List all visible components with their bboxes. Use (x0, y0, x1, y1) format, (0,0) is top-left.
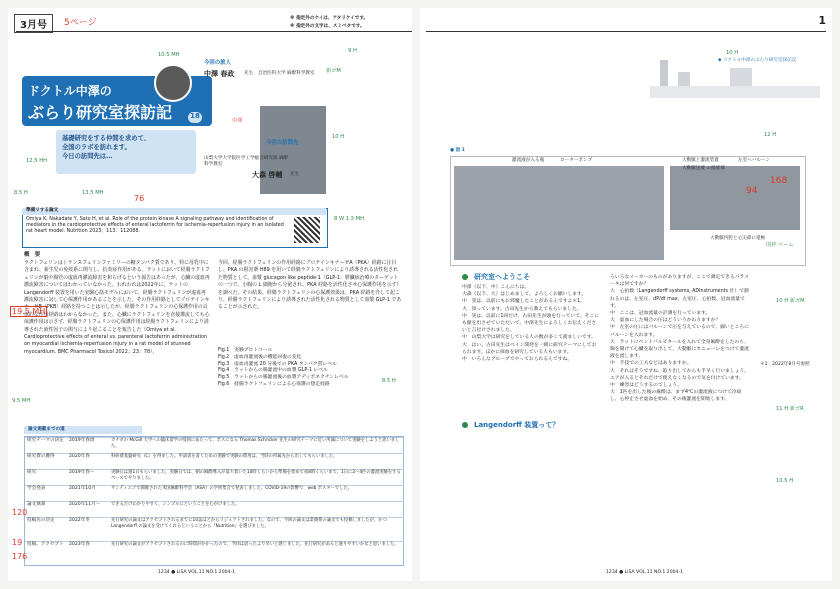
dialogue-line: 中 実は、以前に1回だけ、古田先生が頭を行っていて、そこにも顔を出させていただいて、中澤先生によろしくお伝えくださいと言付けされました。 (462, 313, 600, 334)
photo-label: 大動脈と灌流装置 (682, 158, 719, 163)
qr-code (294, 217, 320, 243)
dialogue-line: 中 左室の圧にはバルーンで圧を与えているので、細いところにバルーンを入れます。 (610, 325, 749, 338)
visit-photo (260, 106, 326, 194)
dialogue-line: 中澤（以下、中）こんにちは。 (462, 285, 530, 290)
visit-label: 今回の訪問先 (266, 140, 299, 146)
annotation: 12 H (764, 132, 777, 138)
dialogue-line: 大 1匹を出した後の麻酔は、まず4℃の灌流液につけて冷却し、心停止させ虚血を始め、その後灌流を開始します。 (610, 390, 742, 403)
page-number: 1 (818, 14, 826, 27)
footer-left: 1234 ● LiSA VOL.11 NO.1 2004-1 (158, 570, 236, 575)
subtitle-line-3: 今日の訪問先は… (62, 153, 113, 160)
fig-label: ● 図 1 (450, 148, 465, 153)
section-bullet (462, 274, 468, 280)
table-row: 研究テーマの決定 2019年春頃 カナダの McGill 大学への臨床留学の帰国にあたって、ボスになる Thomas Schricker 先生の研究テーマに近い所属について実験をしようと思いました。 (25, 437, 403, 438)
annotation: 新ゴM (326, 68, 341, 74)
dialogue-line: 大 知っています。古田先生から教えてもらいました。 (462, 306, 582, 312)
table-row: 投稿先の決定 2022年冬 先行研究の論文はアクセプトされるまでに10誌ほどからリジェクトされました。なので、今回の論文は業績系の論文でも投稿しましたが、かつ Langendorff の論文を受けてくれるということから『Nutrition』を選びました。 (25, 517, 403, 518)
table-row: 研究 2019年春～ 実験日は週1日もらいました。実験日では、朝の麻酔導入が落ち着いた10時くらいから準備を始めて夜8時くらいまで、1日に2～4匹の灌流実験をするペースでやりました。 (25, 469, 403, 470)
table-row: 研究費の獲得 2020年春 科研費基盤研究（C）を得ました。申請書を書くための実験で実験の費用は、当時の所属先から出してもらいました。 (25, 453, 403, 454)
annotation: 9.5 MH (12, 398, 31, 404)
photo-label: ローターポンプ (560, 158, 593, 163)
summary-heading: 概 要 (24, 252, 41, 258)
annotation: 10.5 MH (158, 52, 180, 58)
skyline-base (650, 86, 820, 98)
guide-photo (154, 64, 192, 102)
photo-label: 大動脈送液 の接続部 (682, 166, 725, 171)
annotation: 10 H 新ゴM (776, 298, 805, 304)
dialogue-col-1 (462, 284, 600, 363)
annotation: 12.5 HH (26, 158, 48, 164)
visit-affil: 山梨大学大学院医学工学総合研究部 麻酔科学教室 (204, 156, 289, 168)
annotation: 94 (746, 186, 758, 196)
dialogue-line: 中 練習はどうするのでしょう。 (610, 383, 682, 389)
annotation: 10.5 H (776, 478, 794, 484)
footnote: ＊1 2022年8月号参照 (760, 362, 810, 367)
photo-label: 灌流液が入る瓶 (512, 158, 545, 163)
subtitle-line-1: 基礎研究をする仲間を求めて、 (62, 135, 151, 142)
skyline-hospital (730, 68, 752, 86)
annotation: 8.5 H (382, 378, 396, 384)
photo-label: 左室へバルーン (738, 158, 771, 163)
dialogue-line: 大 はい。古田先生はベイン開発を一緒に研究テーマにしておられます。ほかに採血を研究している人もいます。 (462, 342, 597, 355)
dialogue-line: 大 虚血にした場合の圧はどういうかわりますか？ (610, 318, 721, 324)
table-row: 学会発表 2021年10月 サンディエゴで開催された米国麻酔科学会（ASA）の学術集会で発表しました。COVID-19の影響で、web ポスターでした。 (25, 485, 403, 486)
notice-2: ※ 指定外の文字は、スミベタです。 (290, 24, 365, 29)
title-line-1: ドクトル中澤の (28, 84, 112, 98)
dialogue-line: 中 いろんなグループでやっておられるんですね。 (462, 357, 573, 363)
annotation: 120 (12, 508, 28, 517)
table-row: 論文執筆 2020年11月～ できるだけわかりやすく、シンプルにということを心がけました。 (25, 501, 403, 502)
header-rule (426, 31, 826, 32)
guide-role: 先生 (244, 71, 254, 76)
month-label: 3月号 (14, 14, 53, 33)
dialogue-line: 大森（以下、大）はじめまして。よろしくお願いします。 (462, 292, 587, 298)
annotation: 9 H (348, 48, 357, 54)
figure-item: Fig.2 虚血再灌流後の機能回復の変化 (218, 354, 302, 360)
section-heading-2: Langendorff 装置って？ (474, 421, 560, 429)
figure-list (218, 348, 402, 389)
summary-col-2: 今回、経腸ラクトフェリンの作用経路にプロテインキナーゼA（PKA）経路に注目し、PKA の阻害剤 H89 を用いて経腸ラクトフェリンにより誘導される活性化された物質として、血漿 glucagon like peptide-1（GLP-1：膵臓病治療のターゲットの一つで、小腸の L 細胞から分泌され、PKA 経路を活性化させ心保護作用を示す）を調べた。その結果、経腸ラクトフェリンの心保護効果は、PKA 経路を介して起こり、経腸ラクトフェリンにより誘導された活性化される物質として血漿 GLP-1 であることが示された。 (218, 260, 402, 311)
career-heading: 論文掲載までの道 (28, 427, 65, 432)
annotation: 国枠 ベーム (766, 242, 794, 248)
annotation: 10 H (332, 134, 345, 140)
dialogue-line: 中 手技での工夫などはありますか。 (610, 361, 692, 367)
dialogue-col-2 (610, 274, 750, 404)
annotation: 176 (12, 552, 28, 561)
annotation: 10 H (726, 50, 739, 56)
episode-badge: 18 (188, 112, 202, 123)
right-header-label: ◆ ドクトル中澤のぶらり研究室探訪記 (718, 58, 797, 63)
dialogue-line: 中 山梨大学は研究をしている人の数が多くて羨ましいです。 (462, 335, 596, 341)
annotation: 19.5 MH (12, 307, 46, 316)
subtitle (62, 134, 150, 161)
annotation: 168 (770, 176, 788, 186)
page-note: 5ページ (64, 18, 97, 28)
right-page (420, 8, 832, 581)
figure-item: Fig.6 経腸ラクトフェリンによる心保護の想定経路 (218, 381, 330, 387)
skyline-tower (660, 60, 668, 86)
career-table (24, 436, 404, 566)
dialogue-line: 中 ここは、冠血流量の計測を行っています。 (610, 311, 711, 317)
visit-name: 大森 啓輔 (252, 171, 283, 179)
figure-item: Fig.4 ラットからの腸灌流中の血漿 GLP-1 レベル (218, 368, 328, 374)
ref-box-band (22, 208, 326, 215)
dialogue-line: ろいろなメーカーのものがありますが、ここで測定できるパラメータは何ですか？ (610, 275, 749, 288)
table-row: 投稿、アクセプト 2023年春 先行研究の論文がアクセプトされるのに時間がかかったので、今回は思ったより早いと感じました。先行研究があると通りやすいかなと思いました。 (25, 541, 403, 542)
figure-item: Fig.5 ラットからの腸灌流後の血漿アディポネクチンレベル (218, 375, 349, 381)
header-rule (16, 31, 412, 32)
apparatus-photo-1 (454, 166, 664, 260)
ref-box-title: 準備リする論文 (26, 208, 59, 213)
left-page (8, 8, 412, 581)
guide-label: 今回の旅人 (204, 60, 231, 66)
annotation: 13.5 MH (82, 190, 104, 196)
annotation: 8.5 H (14, 190, 28, 196)
dialogue-line: 大 心拍数（Langendorff systems, ADInstruments 社）で測れるのは、左室圧、dP/dt max、左室圧、心拍数、冠血流量です。 (610, 289, 749, 309)
visit-role: 先生 (290, 172, 300, 177)
footer-right: 1234 ● LiSA VOL.11 NO.1 2004-1 (606, 570, 684, 575)
annotation: 中澤 (232, 118, 243, 124)
dialogue-line: 大 それはそうですね、取り出してからも手早く行いましょう。エアが入るとそれだけで使えなくなるので気を付けています。 (610, 368, 750, 381)
annotation: 8 W 1.3 MH (334, 216, 365, 222)
notice-1: ※ 指定外のケイは、アタリケイです。 (290, 16, 369, 21)
figure-item: Fig.1 実験プロトコール (218, 348, 273, 353)
subtitle-line-2: 全国のラボを訪れます。 (62, 144, 131, 151)
guide-name: 中澤 春政 (204, 70, 235, 78)
ref-box-text: Omiya K, Nakadate Y, Sato H, et al. Role of the protein kinase A signaling pathway and identification of mediators in the cardioprotective effects of enteral lactoferrin for ischemia-reperfusion injury in an isolated rat heart model. Nutrition 2023；113：112088. (26, 217, 284, 235)
title-line-2: ぶらり研究室探訪記 (28, 103, 173, 122)
section-heading-1: 研究室へようこそ (474, 273, 530, 281)
annotation: 76 (134, 194, 145, 203)
annotation: 11 H 新ゴR (776, 406, 804, 412)
photo-caption: 大動脈内腔と心尖部に電極 (710, 236, 766, 241)
dialogue-line: 中 実は、以前にもお邪魔したことがあるんですよ＊1。 (462, 299, 585, 305)
guide-affil: 自治医科大学 麻酔科学教室 (258, 71, 315, 76)
summary-col-1: ラクトフェリンはトランスフェリンファミリーの糖タンパク質であり、特に母乳中に含まれ、新生児の免疫系に関与し、抗炎症作用がある。ラットにおいて経腸ラクトフェリンが脳や腸管の虚血再灌流障害を和らげるという報告はあったが、心臓の虚血再灌流障害についてはわかっていなかった。われわれは2022年に、ラットの Langendorff 装置を用いた実験心筋モデルにおいて、経腸ラクトフェリンが虚血再灌流障害に対して心保護作用があることを示した。その作用経路としてプロテインキナーゼB（PKB）経路を持つことは示したが、経腸ラクトフェリンの心保護作用の具体的な作用経路はわからなかった。また、心臓にラクトフェリンを直接灌流しても心保護作用は示さず、経腸ラクトフェリンの心保護作用は経腸ラクトフェリンにより誘導された液性因子の関与により起こることを報告した（Omiya et al. Cardioprotective effects of enteral vs. parenteral lactoferrin administration on myocardial ischemia-reperfusion injury in a rat model of stunned myocardium. BMC Pharmacol Toxicol 2022；23：78）。 (24, 260, 210, 355)
section-bullet (462, 422, 468, 428)
skyline-building (678, 72, 690, 86)
annotation: 19 (12, 538, 23, 547)
dialogue-line: 大 ラットにペントバルビタールを入れて全身麻酔をしたのち、胸を開けて心臓を取り出して、大動脈にカニューレをつけて灌流液を流します。 (610, 339, 749, 360)
figure-item: Fig.3 虚血再灌流 20 分後での PKA タンパク質レベル (218, 361, 337, 367)
